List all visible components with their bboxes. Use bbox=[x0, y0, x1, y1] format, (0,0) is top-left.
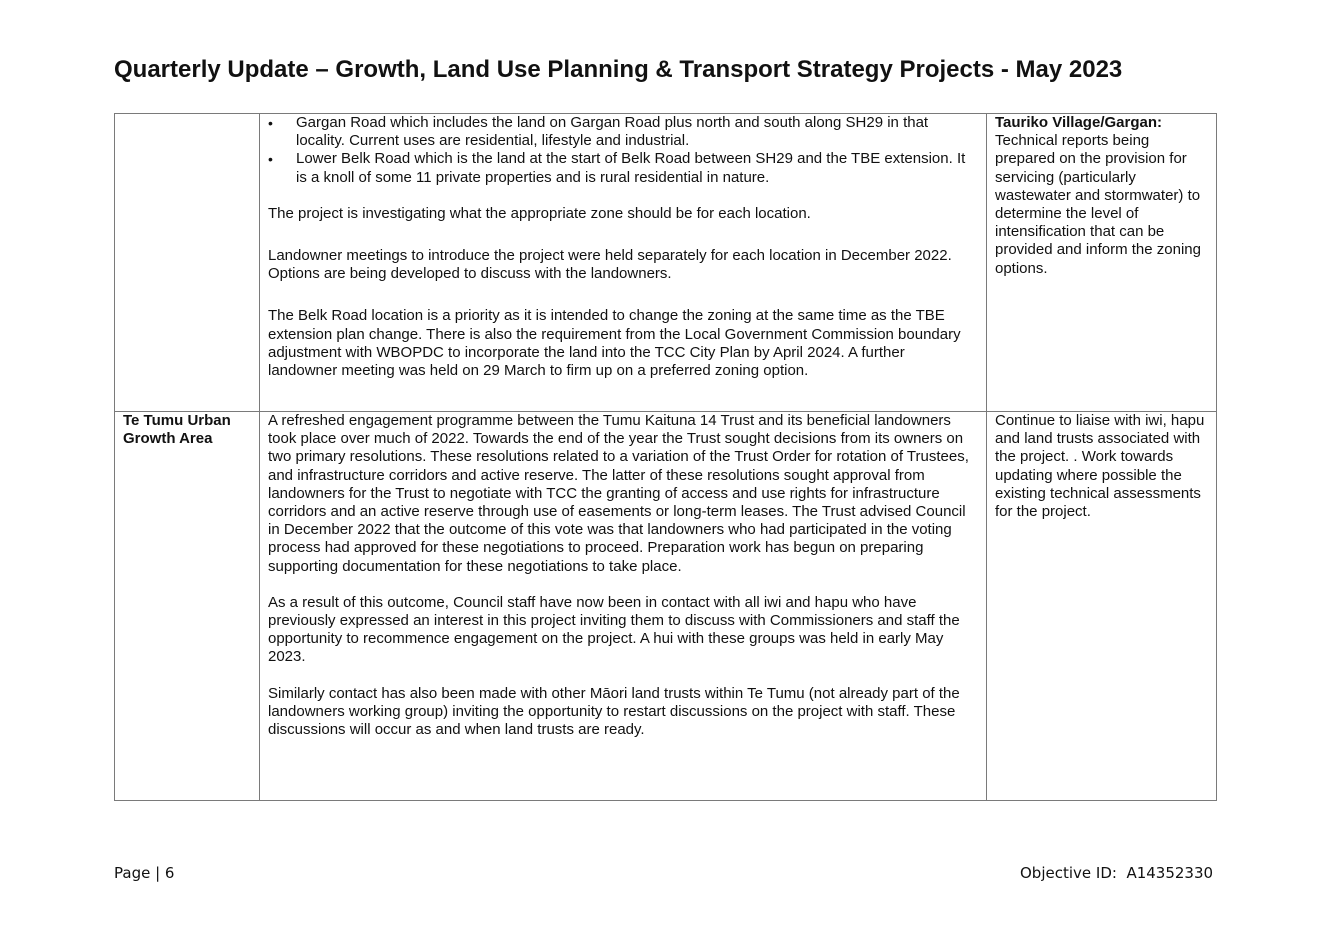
page-number: Page | 6 bbox=[114, 864, 175, 882]
project-name-cell bbox=[115, 114, 260, 412]
page-title: Quarterly Update – Growth, Land Use Planning & Transport Strategy Projects - May 2023 bbox=[114, 56, 1123, 83]
table-row bbox=[115, 114, 1217, 412]
table-row bbox=[115, 412, 1217, 801]
next-steps-cell bbox=[987, 412, 1217, 801]
next-steps-text: Continue to liaise with iwi, hapu and land trusts associated with the project. . Work towards updating where possible the existing technical assessments for the project. bbox=[995, 412, 1205, 521]
objective-id: Objective ID: A14352330 bbox=[1020, 864, 1214, 882]
next-steps-text: Technical reports being prepared on the provision for servicing (particularly wastewater and stormwater) to determine the level of intensification that can be provided and inform the zoning options. bbox=[995, 132, 1201, 277]
paragraph: Landowner meetings to introduce the project were held separately for each location in December 2022. Options are being developed to discuss with the landowners. bbox=[268, 247, 952, 283]
paragraph: A refreshed engagement programme between the Tumu Kaituna 14 Trust and its beneficial landowners took place over much of 2022. Towards the end of the year the Trust sought decisions from its owners on two primary resolutions. These resolutions related to a variation of the Trust Order for rotation of Trustees, and infrastructure corridors and active reserve. The latter of these resolutions sought approval from landowners for the Trust to negotiate with TCC the granting of access and use rights for infrastructure corridors and an active reserve through use of easements or long-term leases. The Trust advised Council in December 2022 that the outcome of this vote was that landowners who had participated in the voting process had approved for these negotiations to proceed. Preparation work has begun on preparing supporting documentation for these negotiations to take place. bbox=[268, 412, 969, 575]
next-steps-cell bbox=[987, 114, 1217, 412]
projects-table bbox=[114, 113, 1217, 801]
project-name: Te Tumu Urban Growth Area bbox=[123, 412, 231, 448]
location-list bbox=[268, 114, 978, 187]
next-steps-heading: Tauriko Village/Gargan: bbox=[995, 114, 1162, 131]
paragraph: The project is investigating what the appropriate zone should be for each location. bbox=[268, 204, 811, 222]
update-cell bbox=[260, 114, 987, 412]
list-item: • Lower Belk Road which is the land at the start of Belk Road between SH29 and the TBE extension. It is a knoll of some 11 private properties and is rural residential in nature. bbox=[296, 150, 978, 186]
project-name-cell bbox=[115, 412, 260, 801]
list-item: • Gargan Road which includes the land on Gargan Road plus north and south along SH29 in that locality. Current uses are residential, lifestyle and industrial. bbox=[296, 114, 978, 150]
paragraph: Similarly contact has also been made with other Māori land trusts within Te Tumu (not already part of the landowners working group) inviting the opportunity to restart discussions on the project with staff. These discussions will occur as and when land trusts are ready. bbox=[268, 684, 960, 739]
update-cell bbox=[260, 412, 987, 801]
paragraph: The Belk Road location is a priority as it is intended to change the zoning at the same time as the TBE extension plan change. There is also the requirement from the Local Government Commission boundary adjustment with WBOPDC to incorporate the land into the TCC City Plan by April 2024. A further landowner meeting was held on 29 March to firm up on a preferred zoning option. bbox=[268, 307, 961, 380]
paragraph: As a result of this outcome, Council staff have now been in contact with all iwi and hapu who have previously expressed an interest in this project inviting them to discuss with Commissioners and staff the opportunity to recommence engagement on the project. A hui with these groups was held in early May 2023. bbox=[268, 593, 960, 666]
